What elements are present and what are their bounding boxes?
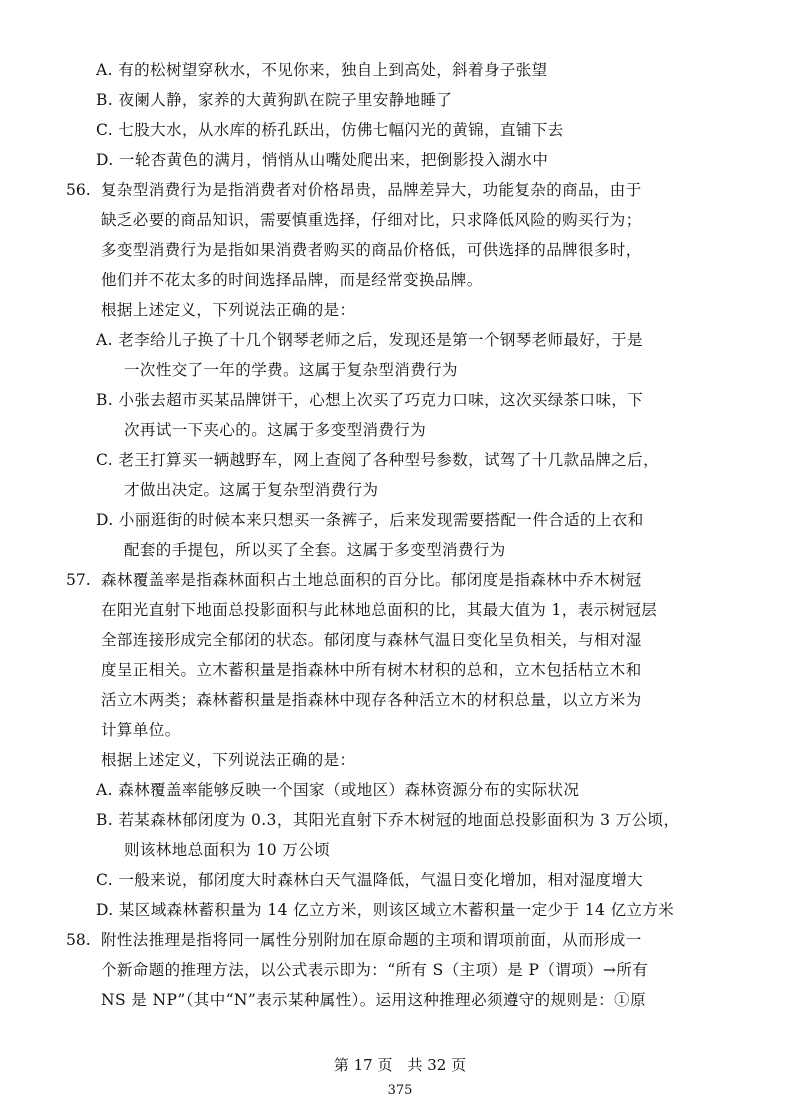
q57-option-c: C. 一般来说，郁闭度大时森林白天气温降低，气温日变化增加，相对湿度增大 [96,871,644,889]
q58-number: 58. [66,931,91,949]
q55-option-b: B. 夜阑人静，家养的大黄狗趴在院子里安静地睡了 [96,91,453,109]
q58-stem-line-3: NS 是 NP”（其中“N”表示某种属性）。运用这种推理必须遵守的规则是：①原 [101,991,646,1009]
q56-option-a: A. 老李给儿子换了十几个钢琴老师之后，发现还是第一个钢琴老师最好，于是 [96,331,643,349]
q57-option-d: D. 某区域森林蓄积量为 14 亿立方米，则该区域立木蓄积量一定少于 14 亿立方米 [96,901,675,919]
q56-stem-line-4: 他们并不花太多的时间选择品牌，而是经常变换品牌。 [101,271,483,289]
q57-prompt: 根据上述定义，下列说法正确的是： [101,751,356,769]
footer-page-info: 第 17 页 共 32 页 [333,1056,467,1074]
q56-stem-line-2: 缺乏必要的商品知识，需要慎重选择，仔细对比，只求降低风险的购买行为； [101,211,642,229]
q56-option-b: B. 小张去超市买某品牌饼干，心想上次买了巧克力口味，这次买绿茶口味，下 [96,391,644,409]
q57-option-b-cont: 则该林地总面积为 10 万公顷 [124,841,331,859]
q55-option-c: C. 七股大水，从水库的桥孔跃出，仿佛七幅闪光的黄锦，直铺下去 [96,121,564,139]
q57-stem-line-3: 全部连接形成完全郁闭的状态。郁闭度与森林气温日变化呈负相关，与相对湿 [101,631,642,649]
footer-page-number: 375 [387,1083,413,1098]
q57-number: 57. [66,571,91,589]
q56-prompt: 根据上述定义，下列说法正确的是： [101,301,356,319]
q56-option-a-cont: 一次性交了一年的学费。这属于复杂型消费行为 [124,361,458,379]
q55-option-a: A. 有的松树望穿秋水，不见你来，独自上到高处，斜着身子张望 [96,61,548,79]
q57-stem-line-6: 计算单位。 [101,721,181,739]
q57-option-b: B. 若某森林郁闭度为 0.3，其阳光直射下乔木树冠的地面总投影面积为 3 万公顷， [96,811,680,829]
q56-stem-line-3: 多变型消费行为是指如果消费者购买的商品价格低，可供选择的品牌很多时， [101,241,642,259]
q58-stem-line-2: 个新命题的推理方法，以公式表示即为：“所有 S（主项）是 P（谓项）→所有 [101,961,649,979]
q57-stem-line-4: 度呈正相关。立木蓄积量是指森林中所有树木材积的总和，立木包括枯立木和 [101,661,642,679]
q58-stem-line-1: 附性法推理是指将同一属性分别附加在原命题的主项和谓项前面，从而形成一 [101,931,642,949]
q56-option-c-cont: 才做出决定。这属于复杂型消费行为 [124,481,379,499]
q57-stem-line-1: 森林覆盖率是指森林面积占土地总面积的百分比。郁闭度是指森林中乔木树冠 [101,571,642,589]
q56-option-b-cont: 次再试一下夹心的。这属于多变型消费行为 [124,421,427,439]
q57-stem-line-5: 活立木两类；森林蓄积量是指森林中现存各种活立木的材积总量，以立方米为 [101,691,642,709]
q57-option-a: A. 森林覆盖率能够反映一个国家（或地区）森林资源分布的实际状况 [96,781,580,799]
q56-option-d: D. 小丽逛街的时候本来只想买一条裤子，后来发现需要搭配一件合适的上衣和 [96,511,644,529]
q57-stem-line-2: 在阳光直射下地面总投影面积与此林地总面积的比，其最大值为 1，表示树冠层 [101,601,658,619]
q55-option-d: D. 一轮杏黄色的满月，悄悄从山嘴处爬出来，把倒影投入湖水中 [96,151,549,169]
q56-number: 56. [66,181,91,199]
q56-stem-line-1: 复杂型消费行为是指消费者对价格昂贵，品牌差异大，功能复杂的商品，由于 [101,181,642,199]
q56-option-c: C. 老王打算买一辆越野车，网上查阅了各种型号参数，试驾了十几款品牌之后， [96,451,659,469]
q56-option-d-cont: 配套的手提包，所以买了全套。这属于多变型消费行为 [124,541,506,559]
